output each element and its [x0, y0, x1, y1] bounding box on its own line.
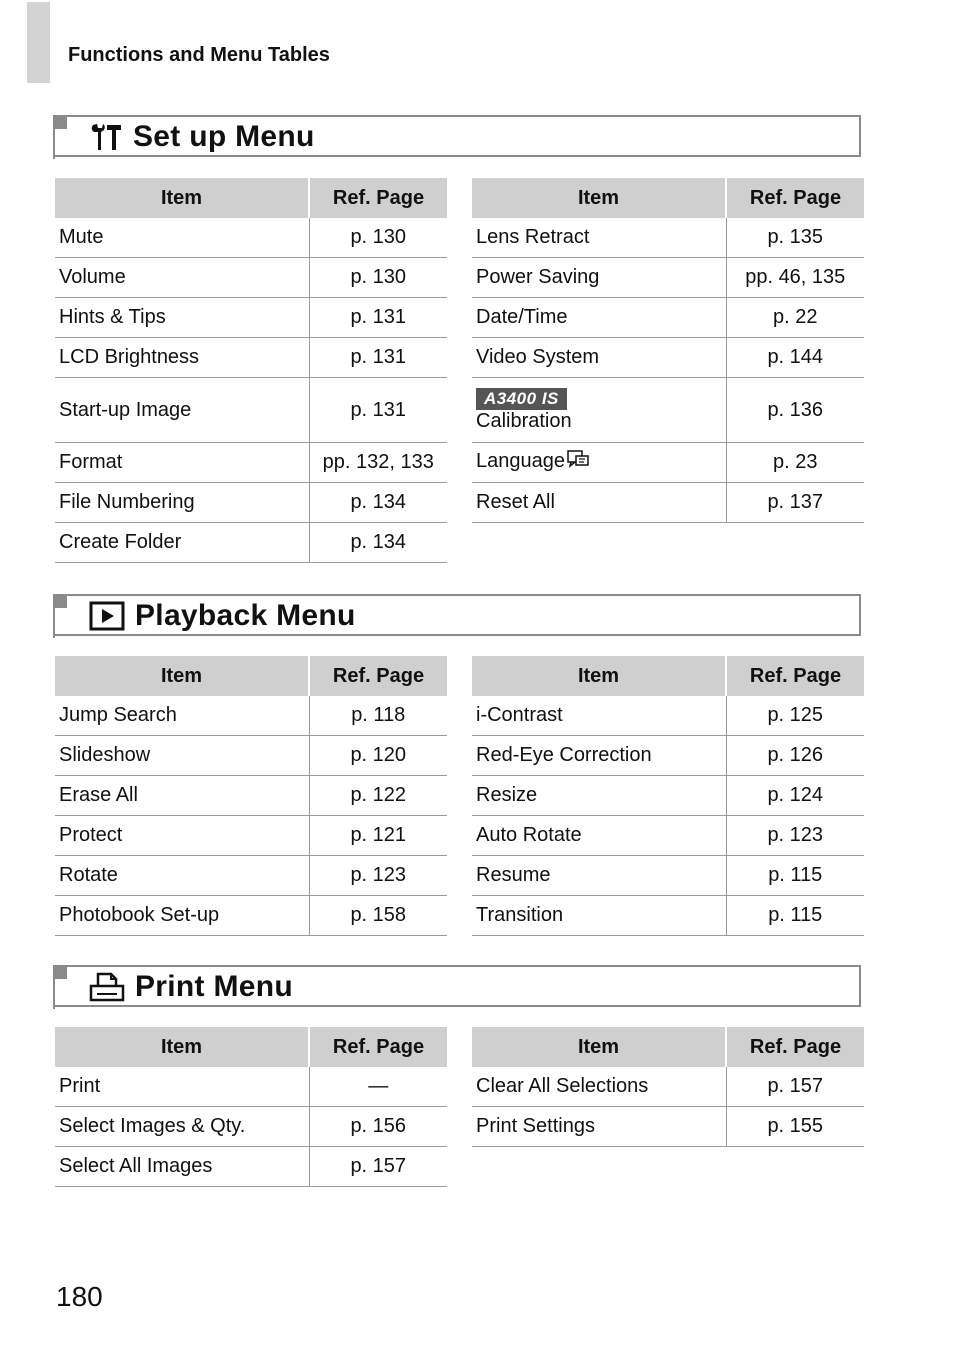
table-row: Select All Images p. 157 [55, 1147, 447, 1187]
playback-table-left [55, 656, 447, 936]
page-number: 180 [56, 1281, 103, 1312]
model-badge: A3400 IS [476, 388, 567, 410]
section-title: Playback Menu [135, 599, 356, 632]
language-label: Language [476, 449, 565, 472]
table-row: Language p. 23 [472, 443, 864, 483]
column-header-item: Item [55, 656, 309, 696]
playback-menu-heading [53, 594, 861, 636]
table-row: Resize p. 124 [472, 776, 864, 816]
table-row: Reset All p. 137 [472, 483, 864, 523]
column-header-item: Item [472, 656, 726, 696]
table-row: Jump Search p. 118 [55, 696, 447, 736]
table-row: Lens Retract p. 135 [472, 218, 864, 258]
table-row: Print — [55, 1067, 447, 1107]
table-row: Select Images & Qty. p. 156 [55, 1107, 447, 1147]
table-row: Transition p. 115 [472, 896, 864, 936]
section-title: Print Menu [135, 970, 293, 1003]
column-header-ref: Ref. Page [726, 1027, 864, 1067]
table-row: Erase All p. 122 [55, 776, 447, 816]
table-row: Format pp. 132, 133 [55, 443, 447, 483]
table-row: Print Settings p. 155 [472, 1107, 864, 1147]
table-row: Mute p. 130 [55, 218, 447, 258]
table-row: Create Folder p. 134 [55, 523, 447, 563]
table-row: i-Contrast p. 125 [472, 696, 864, 736]
column-header-ref: Ref. Page [309, 1027, 447, 1067]
print-table-left [55, 1027, 447, 1187]
table-row: Slideshow p. 120 [55, 736, 447, 776]
printer-icon [89, 972, 125, 1002]
running-header: Functions and Menu Tables [68, 44, 330, 66]
calibration-label: Calibration [476, 410, 572, 432]
table-row: Video System p. 144 [472, 338, 864, 378]
table-row: Date/Time p. 22 [472, 298, 864, 338]
table-row: Auto Rotate p. 123 [472, 816, 864, 856]
playback-table-right [472, 656, 864, 936]
section-title: Set up Menu [133, 120, 315, 153]
column-header-ref: Ref. Page [309, 656, 447, 696]
language-icon [567, 450, 589, 476]
table-row: Clear All Selections p. 157 [472, 1067, 864, 1107]
table-row: Volume p. 130 [55, 258, 447, 298]
column-header-item: Item [55, 1027, 309, 1067]
column-header-ref: Ref. Page [726, 656, 864, 696]
column-header-item: Item [472, 1027, 726, 1067]
column-header-ref: Ref. Page [309, 178, 447, 218]
setup-table-left [55, 178, 447, 563]
column-header-item: Item [472, 178, 726, 218]
table-row: Rotate p. 123 [55, 856, 447, 896]
setup-table-right [472, 178, 864, 523]
column-header-ref: Ref. Page [726, 178, 864, 218]
side-tab-marker [27, 2, 50, 83]
table-row: Resume p. 115 [472, 856, 864, 896]
setup-menu-heading [53, 115, 861, 157]
print-menu-heading [53, 965, 861, 1007]
column-header-item: Item [55, 178, 309, 218]
table-row: Red-Eye Correction p. 126 [472, 736, 864, 776]
table-row: File Numbering p. 134 [55, 483, 447, 523]
table-row: A3400 IS Calibration p. 136 [472, 378, 864, 443]
table-row: Hints & Tips p. 131 [55, 298, 447, 338]
wrench-tools-icon [89, 122, 123, 152]
table-row: Protect p. 121 [55, 816, 447, 856]
table-row: LCD Brightness p. 131 [55, 338, 447, 378]
table-row: Photobook Set-up p. 158 [55, 896, 447, 936]
print-table-right [472, 1027, 864, 1147]
table-row: Power Saving pp. 46, 135 [472, 258, 864, 298]
play-icon [89, 601, 125, 631]
table-row: Start-up Image p. 131 [55, 378, 447, 443]
